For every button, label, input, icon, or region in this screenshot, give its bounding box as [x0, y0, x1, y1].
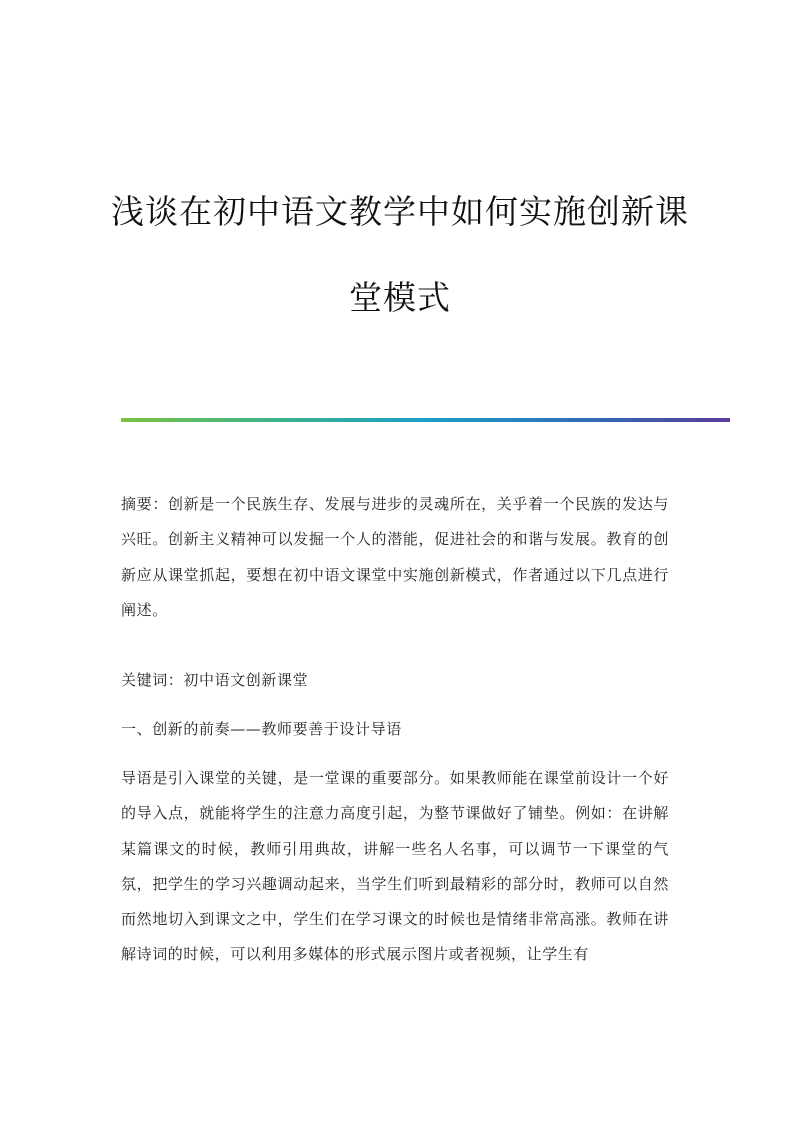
document-title-line-2: 堂模式 [349, 278, 451, 317]
body-paragraph: 导语是引入课堂的关键，是一堂课的重要部分。如果教师能在课堂前设计一个好的导入点，就能将学生的注意力高度引起，为整节课做好了铺垫。例如：在讲解某篇课文的时候，教师引用典故，讲解一些名人名事，可以调节一下课堂的气氛，把学生的学习兴趣调动起来，当学生们听到最精彩的部分时，教师可以自然而然地切入到课文之中，学生们在学习课文的时候也是情绪非常高涨。教师在讲解诗词的时候，可以利用多媒体的形式展示图片或者视频，让学生有 [121, 769, 669, 964]
keywords-line: 关键词：初中语文创新课堂 [121, 671, 309, 689]
title-divider [121, 418, 730, 422]
document-title-line-1: 浅谈在初中语文教学中如何实施创新课 [111, 192, 689, 231]
section-heading: 一、创新的前奏——教师要善于设计导语 [121, 720, 402, 738]
abstract-paragraph: 摘要：创新是一个民族生存、发展与进步的灵魂所在，关乎着一个民族的发达与兴旺。创新主义精神可以发掘一个人的潜能，促进社会的和谐与发展。教育的创新应从课堂抓起，要想在初中语文课堂中实施创新模式，作者通过以下几点进行阐述。 [121, 495, 669, 619]
